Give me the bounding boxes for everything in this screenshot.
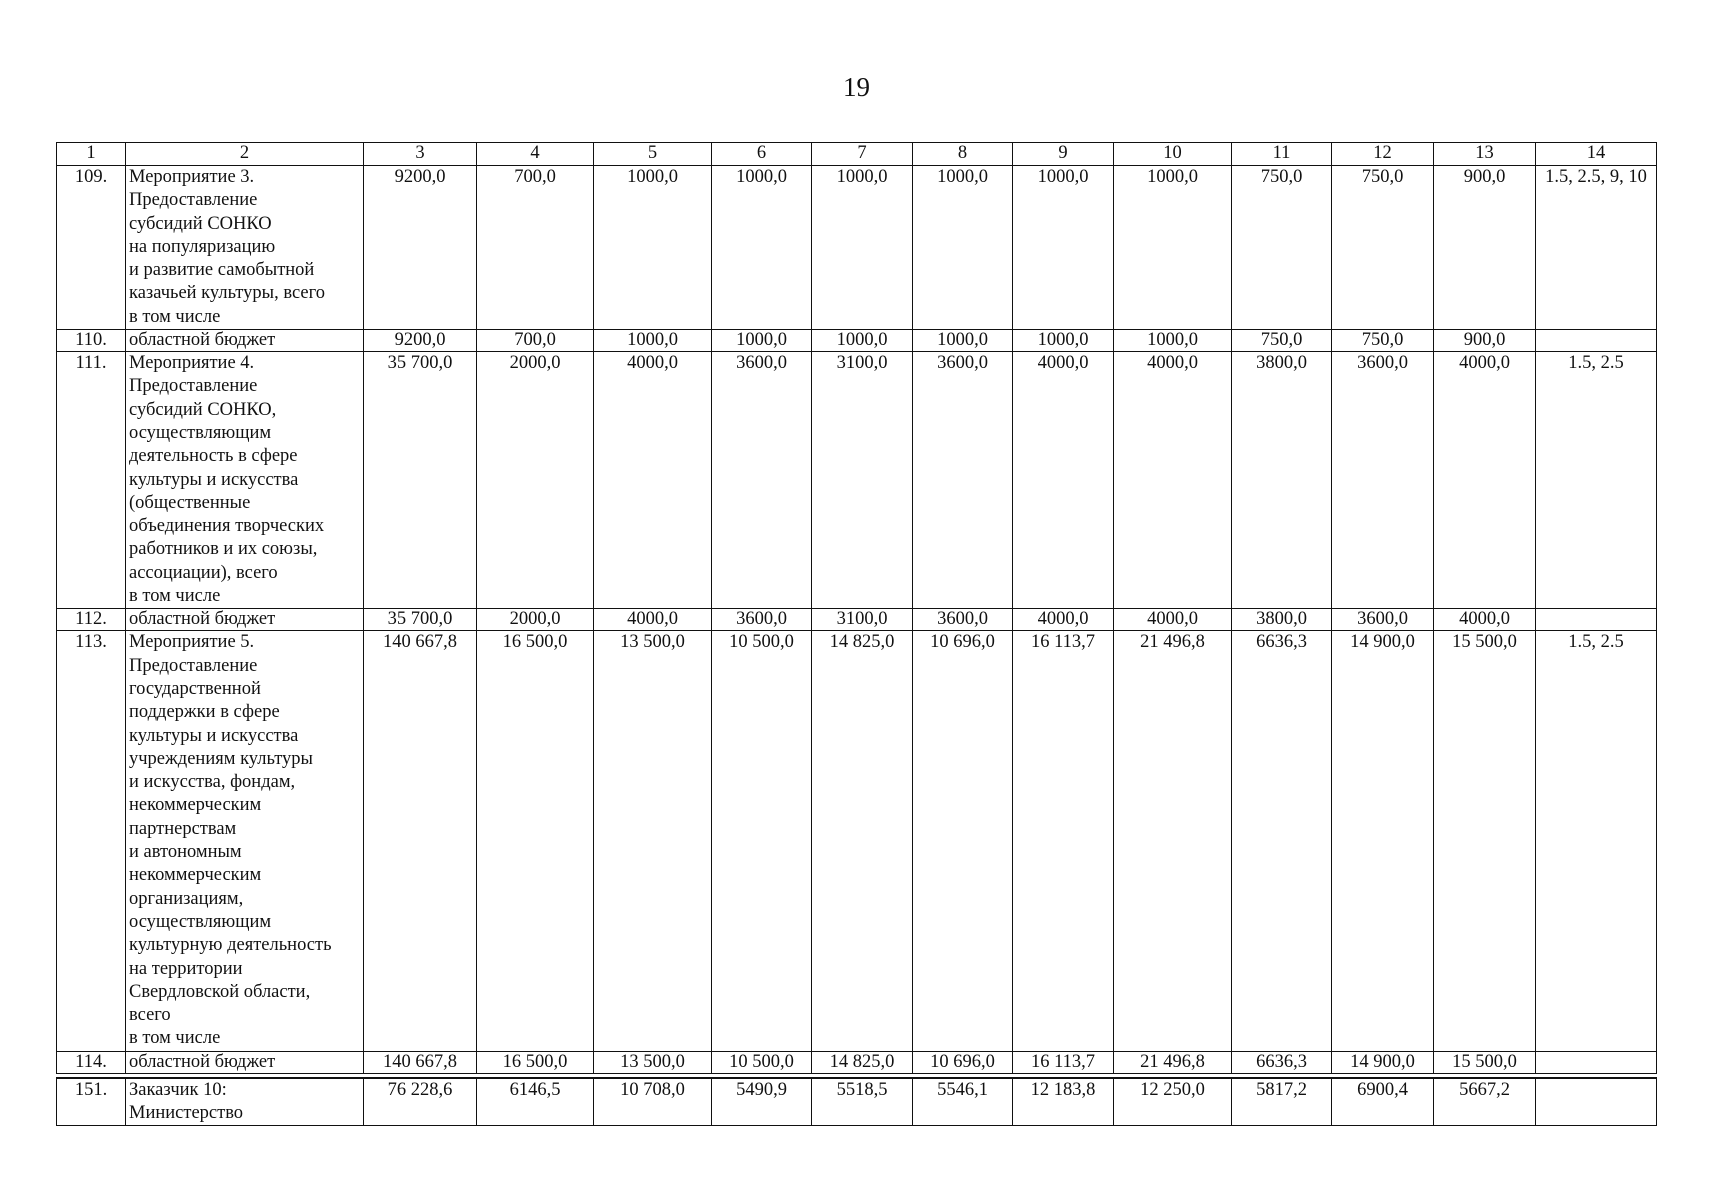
row-name-line: субсидий СОНКО, <box>129 399 277 420</box>
value-cell: 1000,0 <box>712 330 812 352</box>
value-cell: 4000,0 <box>1013 609 1114 631</box>
value-cell: 3600,0 <box>1332 609 1434 631</box>
value-cell: 4000,0 <box>594 609 712 631</box>
target-ref-cell <box>1536 609 1657 631</box>
row-name <box>126 609 364 631</box>
column-header: 3 <box>364 143 477 166</box>
value-cell: 3600,0 <box>712 609 812 631</box>
row-name-line: государственной <box>129 678 261 699</box>
row-name-line: Заказчик 10: <box>129 1079 227 1100</box>
budget-table <box>56 142 1657 1126</box>
value-cell: 3600,0 <box>913 352 1013 609</box>
value-cell: 10 696,0 <box>913 631 1013 1051</box>
value-cell: 35 700,0 <box>364 609 477 631</box>
value-cell: 700,0 <box>477 166 594 330</box>
value-cell: 10 500,0 <box>712 631 812 1051</box>
column-header: 12 <box>1332 143 1434 166</box>
row-name <box>126 631 364 1051</box>
row-number: 113. <box>57 631 126 1051</box>
row-name-line: и автономным <box>129 842 242 863</box>
value-cell: 4000,0 <box>1434 609 1536 631</box>
value-cell: 5817,2 <box>1232 1078 1332 1126</box>
row-name-line: осуществляющим <box>129 422 272 443</box>
row-name-line: работников и их союзы, <box>129 539 318 560</box>
row-name-line: осуществляющим <box>129 911 272 932</box>
row-name-line: областной бюджет <box>129 1051 276 1072</box>
value-cell: 14 900,0 <box>1332 631 1434 1051</box>
row-name-line: в том числе <box>129 586 221 607</box>
value-cell: 3100,0 <box>812 609 913 631</box>
row-name-line: некоммерческим <box>129 795 262 816</box>
value-cell: 900,0 <box>1434 166 1536 330</box>
table-row <box>57 1078 1657 1126</box>
column-header: 10 <box>1114 143 1232 166</box>
value-cell: 4000,0 <box>594 352 712 609</box>
row-number: 112. <box>57 609 126 631</box>
value-cell: 1000,0 <box>1013 330 1114 352</box>
value-cell: 12 183,8 <box>1013 1078 1114 1126</box>
value-cell: 13 500,0 <box>594 631 712 1051</box>
column-header: 5 <box>594 143 712 166</box>
table-row <box>57 631 1657 1051</box>
value-cell: 35 700,0 <box>364 352 477 609</box>
row-name-line: культуры и искусства <box>129 725 299 746</box>
value-cell: 700,0 <box>477 330 594 352</box>
target-ref-cell: 1.5, 2.5 <box>1536 631 1657 1051</box>
value-cell: 16 113,7 <box>1013 1051 1114 1073</box>
value-cell: 10 696,0 <box>913 1051 1013 1073</box>
row-name-line: на территории <box>129 958 243 979</box>
column-header: 4 <box>477 143 594 166</box>
value-cell: 1000,0 <box>594 330 712 352</box>
column-header: 6 <box>712 143 812 166</box>
value-cell: 9200,0 <box>364 166 477 330</box>
row-name-line: деятельность в сфере <box>129 446 298 467</box>
target-ref-cell <box>1536 1051 1657 1073</box>
value-cell: 5546,1 <box>913 1078 1013 1126</box>
row-name-line: всего <box>129 1005 171 1026</box>
value-cell: 5490,9 <box>712 1078 812 1126</box>
row-name-line: Министерство <box>129 1102 244 1123</box>
row-number: 111. <box>57 352 126 609</box>
value-cell: 750,0 <box>1332 166 1434 330</box>
value-cell: 1000,0 <box>913 330 1013 352</box>
value-cell: 2000,0 <box>477 609 594 631</box>
value-cell: 6900,4 <box>1332 1078 1434 1126</box>
column-header: 11 <box>1232 143 1332 166</box>
value-cell: 2000,0 <box>477 352 594 609</box>
value-cell: 4000,0 <box>1434 352 1536 609</box>
row-name-line: партнерствам <box>129 818 237 839</box>
row-name-line: Мероприятие 4. <box>129 353 255 374</box>
header-row <box>57 143 1657 166</box>
target-ref-cell <box>1536 1078 1657 1126</box>
row-number: 151. <box>57 1078 126 1126</box>
row-name-line: Предоставление <box>129 655 258 676</box>
row-number: 114. <box>57 1051 126 1073</box>
value-cell: 14 900,0 <box>1332 1051 1434 1073</box>
row-number: 110. <box>57 330 126 352</box>
row-name-line: объединения творческих <box>129 516 325 537</box>
value-cell: 1000,0 <box>812 166 913 330</box>
value-cell: 10 500,0 <box>712 1051 812 1073</box>
row-name-line: в том числе <box>129 306 221 327</box>
value-cell: 10 708,0 <box>594 1078 712 1126</box>
row-name-line: казачьей культуры, всего <box>129 283 325 304</box>
row-name-line: Мероприятие 3. <box>129 167 255 187</box>
row-name-line: некоммерческим <box>129 865 262 886</box>
column-header: 1 <box>57 143 126 166</box>
value-cell: 13 500,0 <box>594 1051 712 1073</box>
column-header: 14 <box>1536 143 1657 166</box>
value-cell: 3800,0 <box>1232 609 1332 631</box>
value-cell: 3600,0 <box>1332 352 1434 609</box>
row-name-line: ассоциации), всего <box>129 562 278 583</box>
row-name-line: на популяризацию <box>129 236 276 257</box>
row-name-line: областной бюджет <box>129 609 276 630</box>
row-number: 109. <box>57 166 126 330</box>
value-cell: 21 496,8 <box>1114 1051 1232 1073</box>
value-cell: 14 825,0 <box>812 1051 913 1073</box>
value-cell: 5518,5 <box>812 1078 913 1126</box>
row-name <box>126 1078 364 1126</box>
table-row <box>57 352 1657 609</box>
row-name-line: (общественные <box>129 492 251 513</box>
value-cell: 1000,0 <box>1013 166 1114 330</box>
value-cell: 16 500,0 <box>477 631 594 1051</box>
row-name-line: поддержки в сфере <box>129 702 280 723</box>
table-row <box>57 609 1657 631</box>
value-cell: 3800,0 <box>1232 352 1332 609</box>
row-name-line: областной бюджет <box>129 330 276 351</box>
row-name-line: и искусства, фондам, <box>129 772 296 793</box>
row-name <box>126 352 364 609</box>
row-name <box>126 330 364 352</box>
value-cell: 4000,0 <box>1114 352 1232 609</box>
value-cell: 6146,5 <box>477 1078 594 1126</box>
row-name-line: культуры и искусства <box>129 469 299 490</box>
value-cell: 6636,3 <box>1232 631 1332 1051</box>
column-header: 9 <box>1013 143 1114 166</box>
value-cell: 1000,0 <box>1114 166 1232 330</box>
row-name-line: Свердловской области, <box>129 981 311 1002</box>
page-number: 19 <box>843 72 870 102</box>
column-header: 8 <box>913 143 1013 166</box>
value-cell: 4000,0 <box>1114 609 1232 631</box>
value-cell: 12 250,0 <box>1114 1078 1232 1126</box>
target-ref-cell: 1.5, 2.5, 9, 10 <box>1536 166 1657 330</box>
column-header: 13 <box>1434 143 1536 166</box>
value-cell: 750,0 <box>1232 166 1332 330</box>
value-cell: 1000,0 <box>1114 330 1232 352</box>
row-name-line: Предоставление <box>129 190 258 211</box>
value-cell: 3600,0 <box>712 352 812 609</box>
value-cell: 1000,0 <box>913 166 1013 330</box>
value-cell: 6636,3 <box>1232 1051 1332 1073</box>
row-name-line: культурную деятельность <box>129 935 332 956</box>
value-cell: 15 500,0 <box>1434 631 1536 1051</box>
value-cell: 4000,0 <box>1013 352 1114 609</box>
table-row <box>57 166 1657 330</box>
value-cell: 1000,0 <box>812 330 913 352</box>
row-name-line: учреждениям культуры <box>129 748 313 769</box>
value-cell: 140 667,8 <box>364 1051 477 1073</box>
column-header: 7 <box>812 143 913 166</box>
value-cell: 140 667,8 <box>364 631 477 1051</box>
value-cell: 76 228,6 <box>364 1078 477 1126</box>
value-cell: 16 113,7 <box>1013 631 1114 1051</box>
table-row <box>57 1051 1657 1073</box>
row-name <box>126 1051 364 1073</box>
target-ref-cell <box>1536 330 1657 352</box>
column-header: 2 <box>126 143 364 166</box>
row-name-line: субсидий СОНКО <box>129 213 272 234</box>
row-name <box>126 166 364 330</box>
value-cell: 9200,0 <box>364 330 477 352</box>
table-row <box>57 330 1657 352</box>
value-cell: 21 496,8 <box>1114 631 1232 1051</box>
row-name-line: и развитие самобытной <box>129 260 315 281</box>
row-name-line: Мероприятие 5. <box>129 632 255 653</box>
value-cell: 5667,2 <box>1434 1078 1536 1126</box>
value-cell: 3600,0 <box>913 609 1013 631</box>
value-cell: 1000,0 <box>594 166 712 330</box>
value-cell: 900,0 <box>1434 330 1536 352</box>
row-name-line: организациям, <box>129 888 244 909</box>
value-cell: 3100,0 <box>812 352 913 609</box>
value-cell: 750,0 <box>1332 330 1434 352</box>
row-name-line: в том числе <box>129 1028 221 1049</box>
value-cell: 14 825,0 <box>812 631 913 1051</box>
value-cell: 1000,0 <box>712 166 812 330</box>
value-cell: 15 500,0 <box>1434 1051 1536 1073</box>
target-ref-cell: 1.5, 2.5 <box>1536 352 1657 609</box>
row-name-line: Предоставление <box>129 376 258 397</box>
value-cell: 16 500,0 <box>477 1051 594 1073</box>
value-cell: 750,0 <box>1232 330 1332 352</box>
